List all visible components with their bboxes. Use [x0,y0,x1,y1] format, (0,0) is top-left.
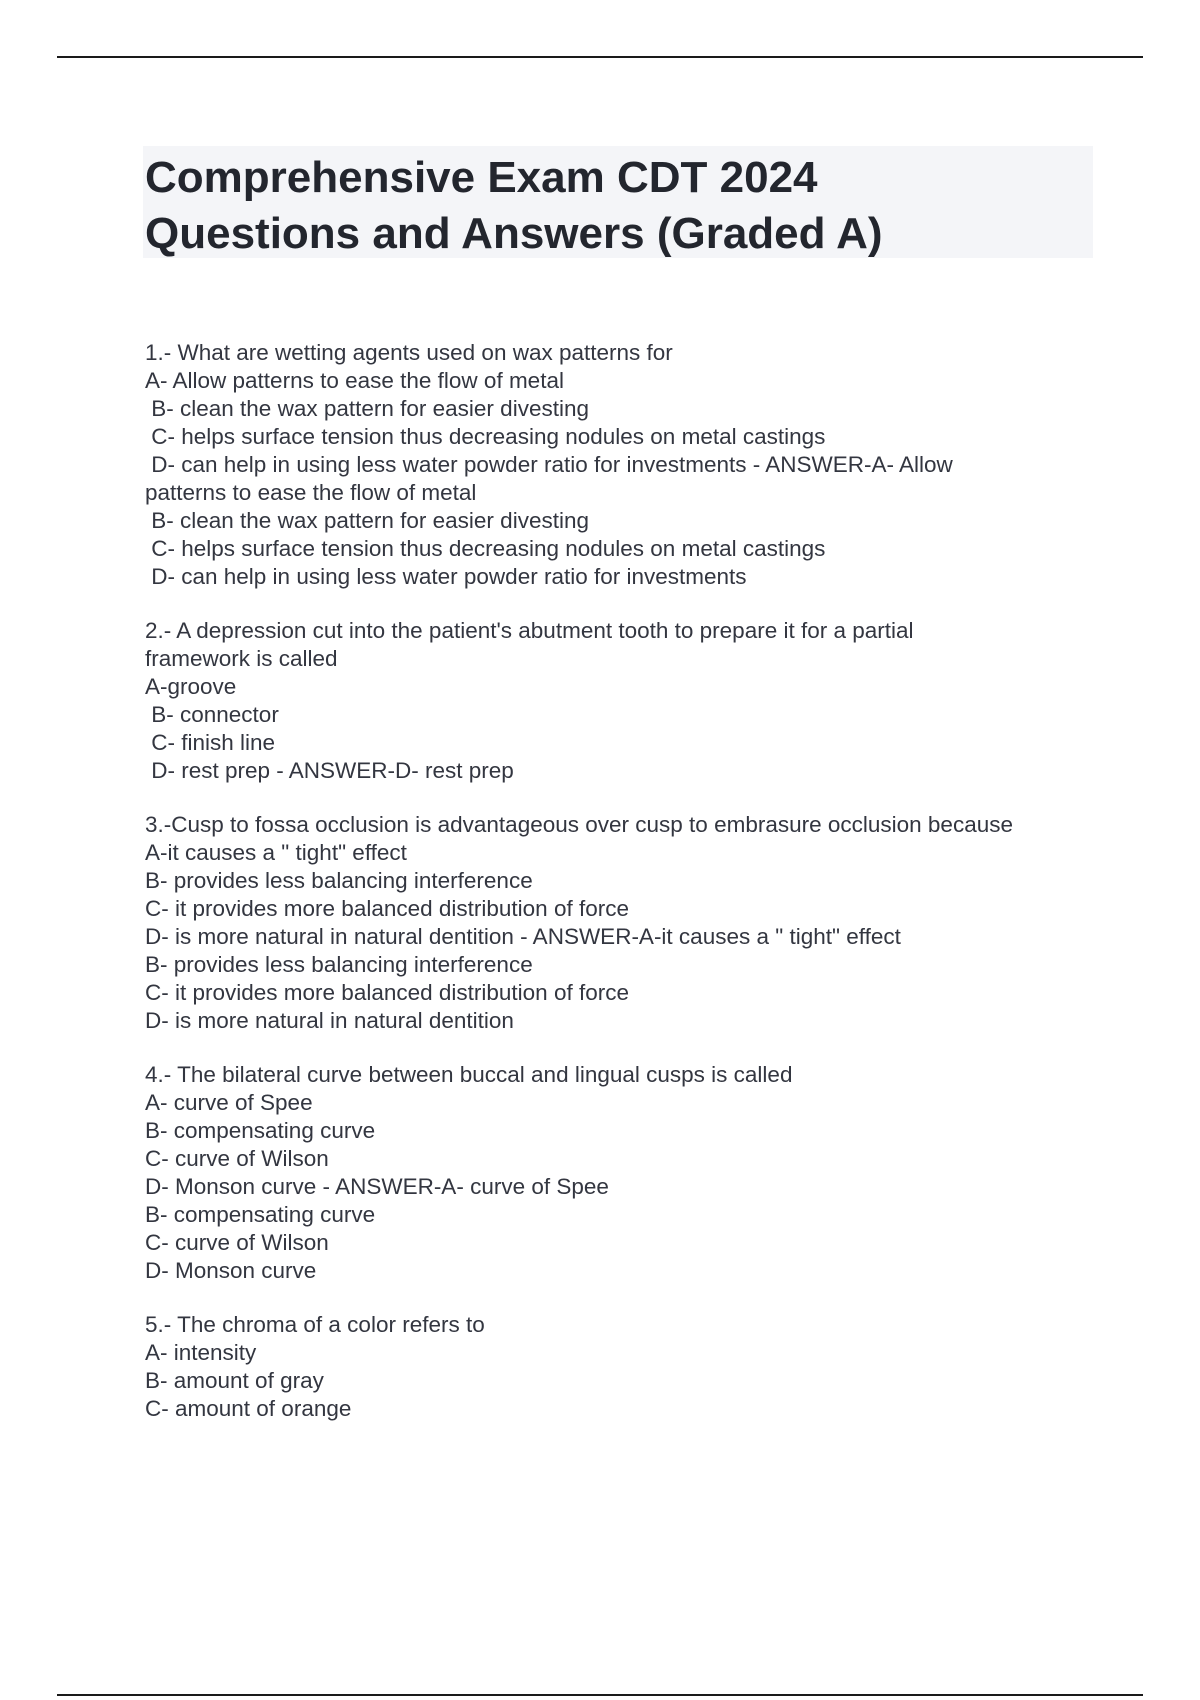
question-1 [145,339,1105,591]
question-1-line: C- helps surface tension thus decreasing nodules on metal castings [145,424,826,449]
question-1-line: patterns to ease the flow of metal [145,480,477,505]
question-3-line: B- provides less balancing interference [145,868,533,893]
question-3-line: D- is more natural in natural dentition [145,1008,514,1033]
question-3 [145,811,1105,1035]
question-3-line: D- is more natural in natural dentition - ANSWER-A-it causes a " tight" effect [145,924,901,949]
question-2-line: B- connector [145,702,279,727]
footer-rule [57,1694,1143,1696]
question-5 [145,1311,1105,1423]
question-4-line: D- Monson curve [145,1258,317,1283]
question-2-line: A-groove [145,674,237,699]
question-5-line: 5.- The chroma of a color refers to [145,1312,485,1337]
question-1-line: B- clean the wax pattern for easier divesting [145,508,589,533]
question-3-line: 3.-Cusp to fossa occlusion is advantageous over cusp to embrasure occlusion because [145,812,1013,837]
question-1-line: 1.- What are wetting agents used on wax patterns for [145,340,673,365]
question-4-line: D- Monson curve - ANSWER-A- curve of Spee [145,1174,609,1199]
question-5-line: C- amount of orange [145,1396,352,1421]
question-4 [145,1061,1105,1285]
question-1-line: C- helps surface tension thus decreasing nodules on metal castings [145,536,826,561]
title-line-1: Comprehensive Exam CDT 2024 [145,153,818,202]
question-2-line: D- rest prep - ANSWER-D- rest prep [145,758,514,783]
header-rule [57,56,1143,58]
question-3-line: C- it provides more balanced distribution of force [145,896,629,921]
question-1-line: A- Allow patterns to ease the flow of metal [145,368,564,393]
question-4-line: B- compensating curve [145,1202,376,1227]
question-2 [145,617,1105,785]
question-4-line: 4.- The bilateral curve between buccal and lingual cusps is called [145,1062,793,1087]
question-1-line: B- clean the wax pattern for easier divesting [145,396,589,421]
question-1-line: D- can help in using less water powder ratio for investments - ANSWER-A- Allow [145,452,953,477]
question-3-line: C- it provides more balanced distribution of force [145,980,629,1005]
question-2-line: C- finish line [145,730,276,755]
question-1-line: D- can help in using less water powder ratio for investments [145,564,747,589]
question-3-line: B- provides less balancing interference [145,952,533,977]
question-4-line: C- curve of Wilson [145,1146,329,1171]
document-title [143,146,1093,258]
question-3-line: A-it causes a " tight" effect [145,840,407,865]
title-line-2: Questions and Answers (Graded A) [145,209,883,258]
question-2-line: framework is called [145,646,338,671]
question-2-line: 2.- A depression cut into the patient's abutment tooth to prepare it for a partial [145,618,914,643]
question-4-line: A- curve of Spee [145,1090,313,1115]
question-4-line: B- compensating curve [145,1118,376,1143]
question-5-line: A- intensity [145,1340,257,1365]
questions-list [145,339,1105,1449]
question-4-line: C- curve of Wilson [145,1230,329,1255]
question-5-line: B- amount of gray [145,1368,324,1393]
